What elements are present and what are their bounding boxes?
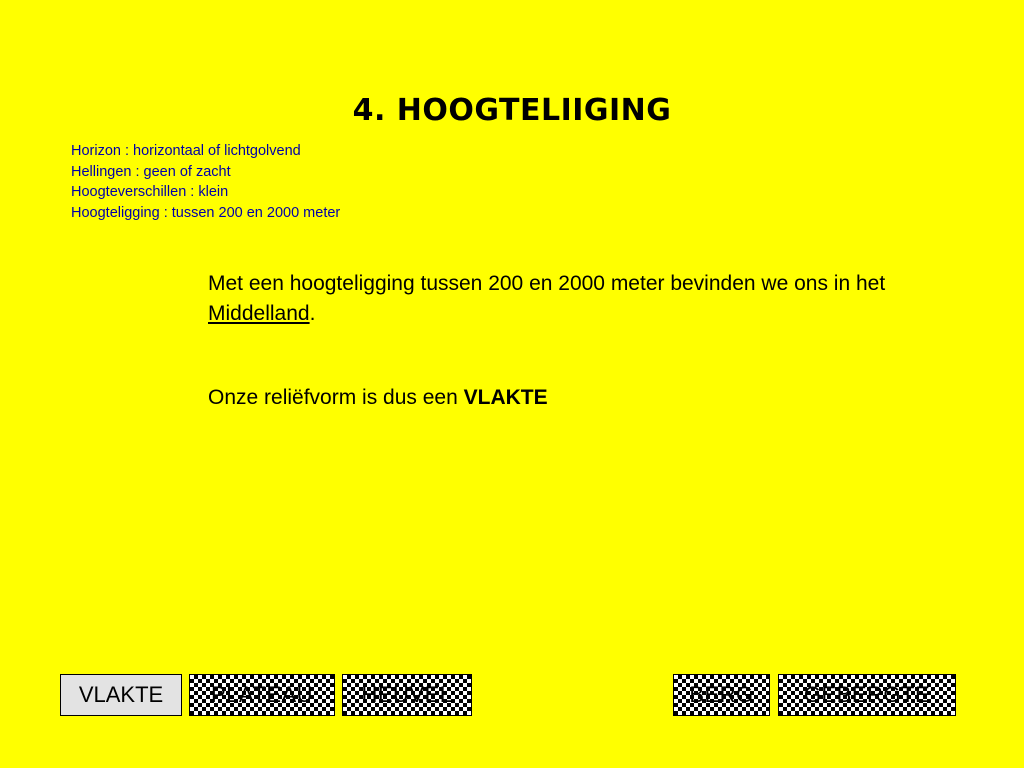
- gebergte-button-label: GEBERGTE: [803, 682, 931, 707]
- gebergte-button[interactable]: [778, 674, 956, 716]
- conclusion-text: Onze reliëfvorm is dus een: [208, 386, 464, 409]
- summary-list: [71, 141, 340, 223]
- heuvel-button[interactable]: [342, 674, 472, 716]
- conclusion-paragraph: [208, 383, 948, 413]
- summary-hoogteligging: Hoogteligging : tussen 200 en 2000 meter: [71, 204, 341, 221]
- vlakte-button-label: VLAKTE: [78, 682, 164, 707]
- explanation-period: .: [309, 302, 316, 325]
- explanation-paragraph: [208, 269, 948, 329]
- heuvel-button-label: HEUVEL: [361, 682, 453, 707]
- conclusion-emphasis: VLAKTE: [463, 386, 548, 409]
- summary-hoogteverschillen: Hoogteverschillen : klein: [71, 184, 229, 200]
- vlakte-button[interactable]: [60, 674, 182, 716]
- plateau-button-label: PLATEAU: [210, 682, 314, 707]
- summary-horizon: Horizon : horizontaal of lichtgolvend: [71, 143, 301, 159]
- middelland-link[interactable]: Middelland: [208, 302, 310, 325]
- explanation-text: Met een hoogteligging tussen 200 en 2000 meter bevinden we ons in het: [208, 272, 886, 295]
- plateau-button[interactable]: [189, 674, 335, 716]
- berg-button-label: BERG: [689, 682, 754, 707]
- berg-button[interactable]: [673, 674, 770, 716]
- summary-hellingen: Hellingen : geen of zacht: [71, 163, 231, 180]
- slide-title: 4. HOOGTELIIGING: [352, 93, 672, 128]
